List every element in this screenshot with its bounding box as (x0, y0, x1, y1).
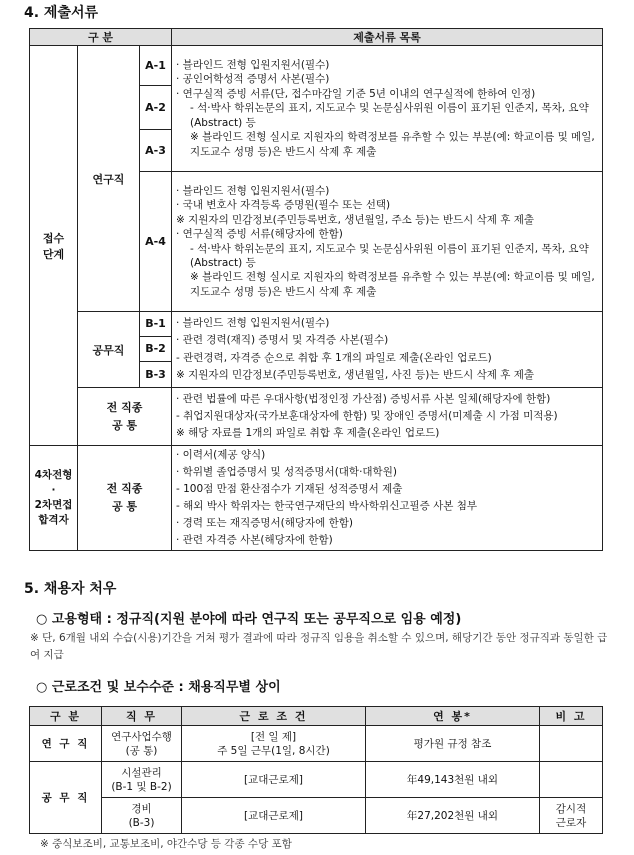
research-salary: 평가원 규정 참조 (366, 726, 540, 762)
doc-line: · 연구실적 증빙 서류(단, 접수마감일 기준 5년 이내의 연구실적에 한하여 인정) (176, 87, 536, 100)
code-b1: B-1 (140, 312, 171, 337)
common-documents (172, 388, 603, 446)
doc-line: - 석·박사 학위논문의 표지, 지도교수 및 논문심사위원 이름이 표기된 인준지, 목차, 요약(Abstract) 등 (190, 102, 589, 129)
footnote: ※ 중식보조비, 교통보조비, 야간수당 등 각종 수당 포함 (40, 838, 292, 850)
employment-type: ○ 고용형태 : 정규직(지원 분야에 따라 연구직 또는 공무직으로 임용 예정) (36, 612, 462, 627)
doc-line: ※ 지원자의 민감정보(주민등록번호, 생년월일, 주소 등)는 반드시 삭제 후 제출 (176, 213, 534, 226)
facility-condition: [교대근로제] (182, 762, 366, 798)
doc-line: · 이력서(제공 양식) (176, 449, 266, 461)
common-label: 전 직종 공 통 (78, 388, 172, 446)
doc-line: · 관련 경력(재직) 증명서 및 자격증 사본(필수) (176, 334, 389, 346)
compensation-table (29, 706, 603, 834)
documents-table (29, 28, 603, 551)
doc-line: · 블라인드 전형 입원지원서(필수) (176, 184, 330, 197)
header-category: 구 분 (30, 29, 172, 46)
security-salary: 年27,202천원 내외 (366, 798, 540, 834)
code-a3: A-3 (145, 144, 166, 157)
security-note: 감시적 근로자 (540, 798, 603, 834)
doc-line: · 관련 자격증 사본(해당자에 한함) (176, 534, 333, 546)
doc-line: · 공인어학성적 증명서 사본(필수) (176, 73, 330, 86)
probation-note: ※ 단, 6개월 내외 수습(시용)기간을 거쳐 평가 결과에 따라 정규직 임용을 취소할 수 있으며, 해당기간 동안 정규직과 동일한 급여 지급 (30, 632, 608, 661)
col-conditions: 근 로 조 건 (182, 707, 366, 726)
final-label: 4차전형 · 2차면접 합격자 (30, 446, 78, 551)
facility-job: 시설관리 (B-1 및 B-2) (102, 762, 182, 798)
doc-line: ※ 지원자의 민감정보(주민등록번호, 생년월일, 사진 등)는 반드시 삭제 후 제출 (176, 369, 534, 381)
code-a1: A-1 (140, 46, 171, 86)
doc-line: ※ 블라인드 전형 실시로 지원자의 학력정보를 유추할 수 있는 부분(예: 학교이름 및 메일, 지도교수 성명 등)은 반드시 삭제 후 제출 (190, 131, 595, 158)
facility-note (540, 762, 603, 798)
research-note (540, 726, 603, 762)
doc-line: - 해외 박사 학위자는 한국연구재단의 박사학위신고필증 사본 첨부 (176, 500, 478, 512)
code-a2: A-2 (140, 86, 171, 130)
doc-line: - 취업지원대상자(국가보훈대상자에 한함) 및 장애인 증명서(미제출 시 가점 미적용) (176, 410, 558, 422)
stage-label: 접수 단계 (30, 46, 78, 446)
security-condition: [교대근로제] (182, 798, 366, 834)
doc-line: - 석·박사 학위논문의 표지, 지도교수 및 논문심사위원 이름이 표기된 인준지, 목차, 요약(Abstract) 등 (190, 242, 589, 269)
col-job: 직 무 (102, 707, 182, 726)
code-b2: B-2 (140, 337, 171, 362)
header-document-list: 제출서류 목록 (172, 29, 603, 46)
col-note: 비 고 (540, 707, 603, 726)
doc-line: ※ 해당 자료를 1개의 파일로 취합 후 제출(온라인 업로드) (176, 427, 440, 439)
public-group: 공 무 직 (30, 762, 102, 834)
col-category: 구 분 (30, 707, 102, 726)
col-salary: 연 봉* (366, 707, 540, 726)
doc-line: · 블라인드 전형 입원지원서(필수) (176, 59, 330, 72)
b-documents (172, 312, 603, 388)
research-job: 연구사업수행 (공 통) (102, 726, 182, 762)
doc-line: · 경력 또는 재직증명서(해당자에 한함) (176, 517, 354, 529)
section4-title: 4. 제출서류 (24, 5, 99, 21)
doc-line: · 블라인드 전형 입원지원서(필수) (176, 316, 330, 329)
code-a4: A-4 (140, 172, 172, 312)
doc-line: · 관련 법률에 따른 우대사항(법정인정 가산점) 증빙서류 사본 일체(해당자에 한함) (176, 393, 551, 405)
research-group: 연 구 직 (30, 726, 102, 762)
a4-documents (172, 172, 603, 312)
work-conditions: ○ 근로조건 및 보수수준 : 채용직무별 상이 (36, 680, 281, 695)
facility-salary: 年49,143천원 내외 (366, 762, 540, 798)
doc-line: ※ 블라인드 전형 실시로 지원자의 학력정보를 유추할 수 있는 부분(예: 학교이름 및 메일, 지도교수 성명 등)은 반드시 삭제 후 제출 (190, 271, 595, 298)
research-condition: [전 일 제] 주 5일 근무(1일, 8시간) (182, 726, 366, 762)
doc-line: - 100점 만점 환산점수가 기재된 성적증명서 제출 (176, 483, 403, 495)
final-documents (172, 446, 603, 551)
research-label: 연구직 (78, 46, 140, 312)
doc-line: · 국내 변호사 자격등록 증명원(필수 또는 선택) (176, 199, 391, 212)
code-b3: B-3 (145, 368, 166, 381)
a123-documents (172, 46, 603, 172)
doc-line: · 학위별 졸업증명서 및 성적증명서(대학·대학원) (176, 466, 397, 478)
final-common-label: 전 직종 공 통 (78, 446, 172, 551)
section5-title: 5. 채용자 처우 (24, 581, 117, 597)
public-label: 공무직 (78, 312, 140, 388)
doc-line: · 연구실적 증빙 서류(해당자에 한함) (176, 228, 343, 241)
security-job: 경비 (B-3) (102, 798, 182, 834)
doc-line: - 관련경력, 자격증 순으로 취합 후 1개의 파일로 제출(온라인 업로드) (176, 351, 492, 364)
